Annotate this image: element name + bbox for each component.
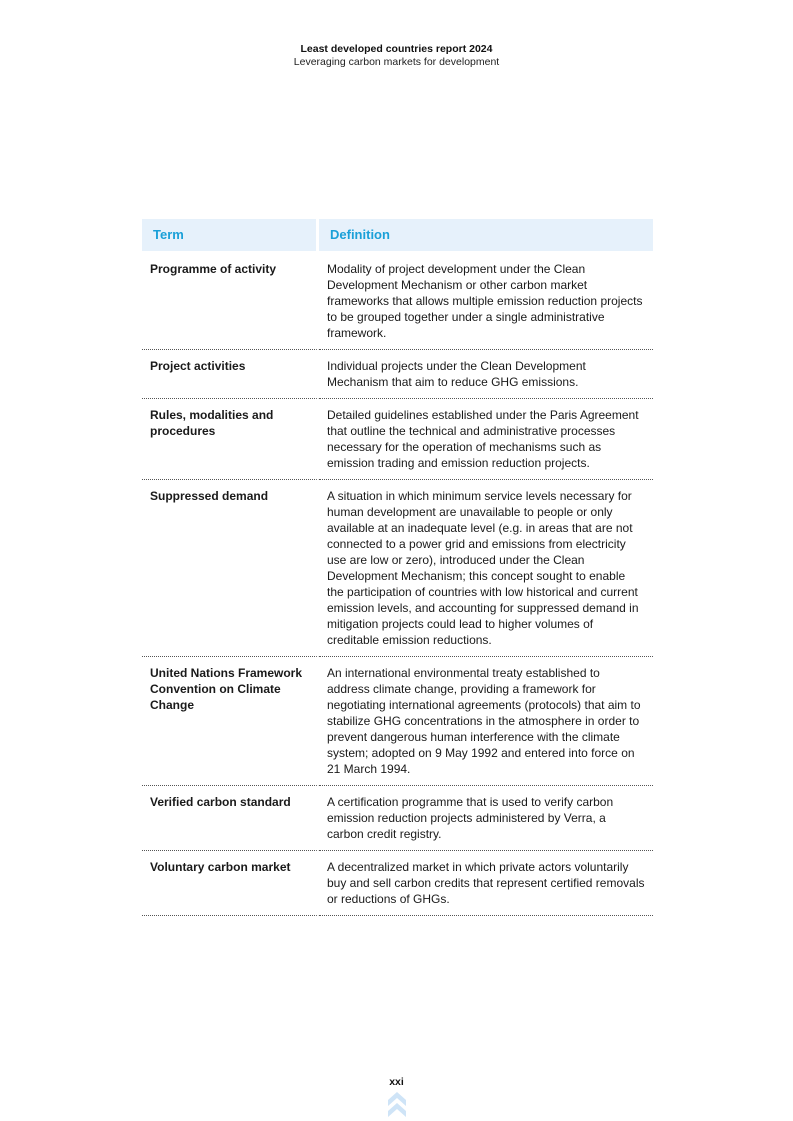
page-number: xxi — [389, 1076, 404, 1088]
term-cell: Rules, modalities and procedures — [142, 399, 319, 480]
definition-cell: A certification programme that is used to verify carbon emission reduction projects administered by Verra, a carbon credit registry. — [319, 786, 653, 851]
page-footer — [0, 1076, 793, 1120]
table-row — [142, 350, 653, 399]
definition-cell: A decentralized market in which private actors voluntarily buy and sell carbon credits that represent certified removals or reductions of GHGs. — [319, 851, 653, 916]
term-cell: Verified carbon standard — [142, 786, 319, 851]
definition-cell: Detailed guidelines established under the Paris Agreement that outline the technical and administrative processes necessary for the operation of mechanisms such as emission trading and emission reduction projects. — [319, 399, 653, 480]
table-row — [142, 251, 653, 350]
definition-cell: Individual projects under the Clean Development Mechanism that aim to reduce GHG emissions. — [319, 350, 653, 399]
term-cell: Voluntary carbon market — [142, 851, 319, 916]
definition-cell: A situation in which minimum service levels necessary for human development are unavailable to people or only available at an inadequate level (e.g. in areas that are not connected to a power grid and emissions from electricity use are low or zero), introduced under the Clean Development Mechanism; this concept sought to enable the participation of countries with low historical and current emission levels, and accounting for suppressed demand in mitigation projects could lead to higher volumes of creditable emission reductions. — [319, 480, 653, 657]
glossary-table — [142, 219, 653, 916]
chevron-up-icon — [386, 1090, 408, 1120]
term-cell: Programme of activity — [142, 251, 319, 350]
column-header-term: Term — [142, 219, 319, 251]
table-header-row — [142, 219, 653, 251]
table-row — [142, 851, 653, 916]
report-title: Least developed countries report 2024 — [300, 43, 493, 55]
term-cell: Suppressed demand — [142, 480, 319, 657]
table-row — [142, 657, 653, 786]
table-row — [142, 399, 653, 480]
report-subtitle: Leveraging carbon markets for development — [293, 56, 500, 68]
column-header-definition: Definition — [319, 219, 653, 251]
page-header — [0, 43, 793, 69]
term-cell: United Nations Framework Convention on Climate Change — [142, 657, 319, 786]
term-cell: Project activities — [142, 350, 319, 399]
definition-cell: Modality of project development under the Clean Development Mechanism or other carbon market frameworks that allows multiple emission reduction projects to be grouped together under a single administrative framework. — [319, 251, 653, 350]
definition-cell: An international environmental treaty established to address climate change, providing a framework for negotiating international agreements (protocols) that aim to stabilize GHG concentrations in the atmosphere in order to prevent dangerous human interference with the climate system; adopted on 9 May 1992 and entered into force on 21 March 1994. — [319, 657, 653, 786]
table-row — [142, 480, 653, 657]
table-row — [142, 786, 653, 851]
